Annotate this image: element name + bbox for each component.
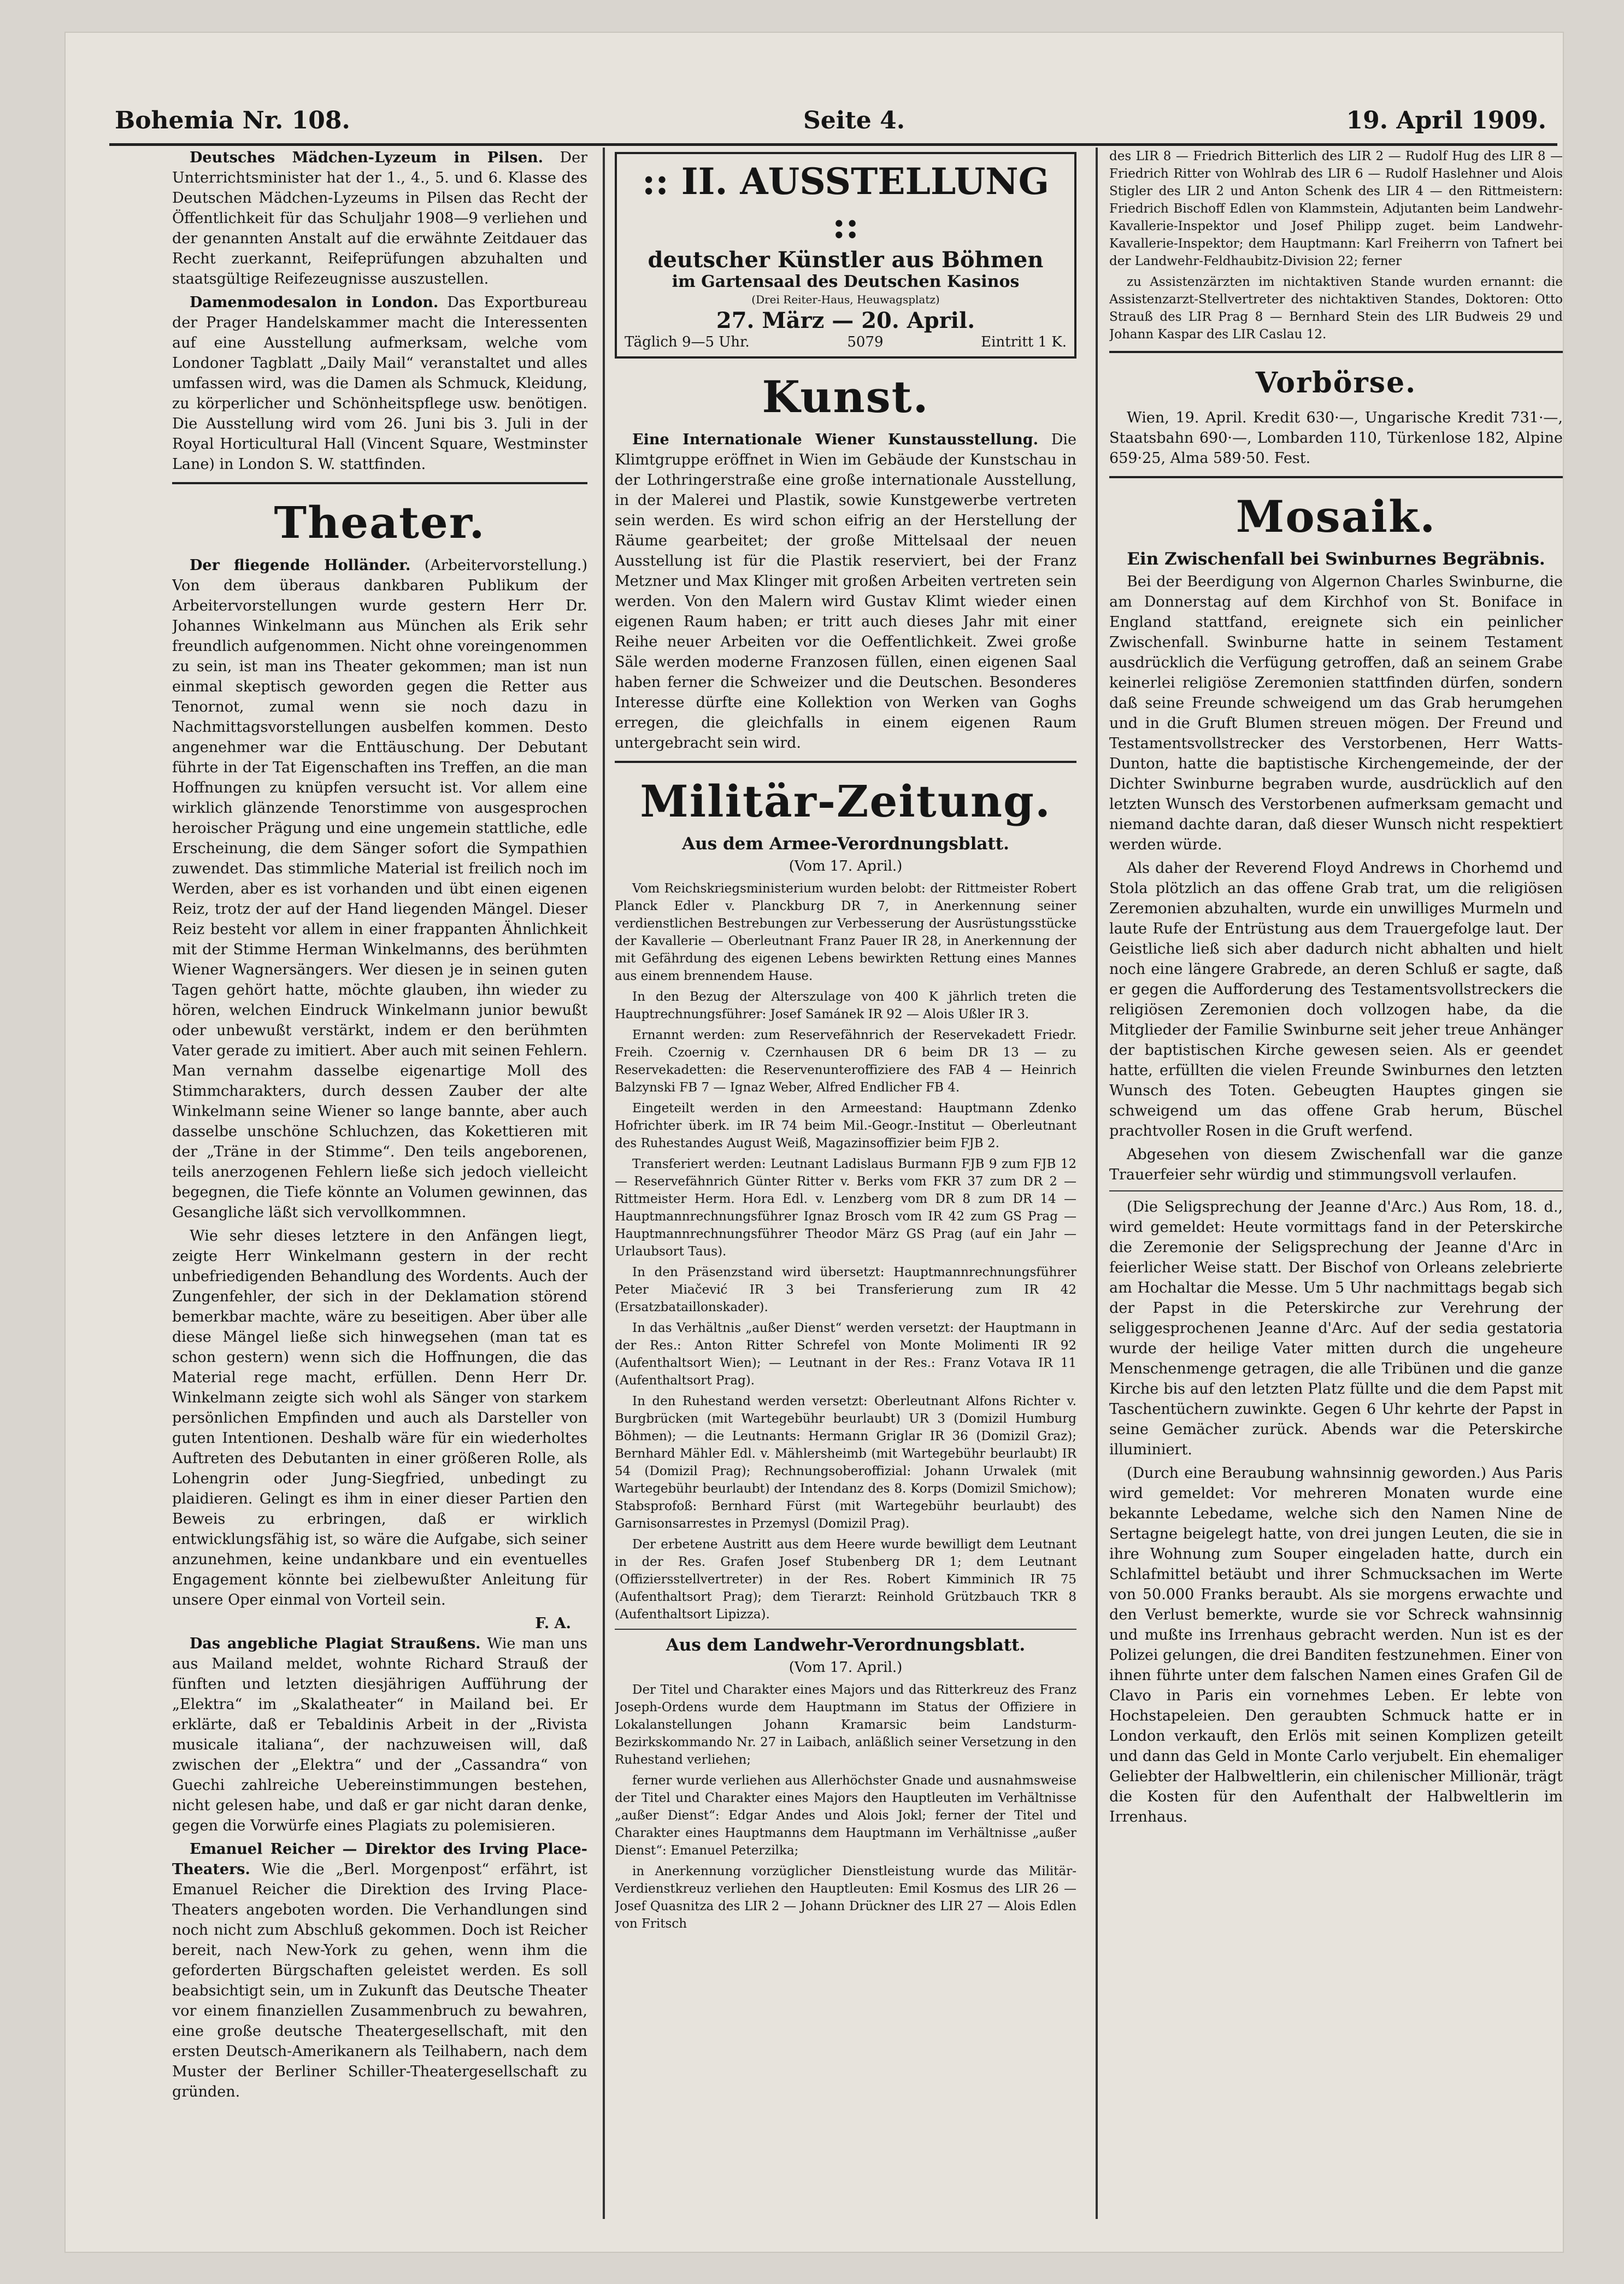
section-rule [172,482,587,484]
ad-subtitle: deutscher Künstler aus Böhmen [648,247,1044,273]
article-text: Wie sehr dieses letztere in den Anfängen liegt, zeigte Herr Winkelmann gestern in der recht unbefriedigenden Behandlung des Wordents. Auch der Zungenfehler, der sich in der Deklamation störend bemerkbar machte, wäre zu beseitigen. Aber über alle diese Mängel ließe sich hinwegsehen (man tat es schon gestern) wenn sich die Hoffnungen, die das Material rege macht, erfüllen. Denn Herr Dr. Winkelmann zeigte sich wohl als Sänger von starkem persönlichen Empfinden und auch als Darsteller von guten Intentionen. Deshalb wäre für ein wiederholtes Auftreten des Debutanten in einer größeren Rolle, als Lohengrin oder Jung-Siegfried, unbedingt zu plaidieren. Gelingt es ihm in einer dieser Partien den Beweis zu erbringen, daß er wirklich entwicklungsfähig ist, so wäre die Aufgabe, sich seiner anzunehmen, keine undankbare und ein eventuelles Engagement könnte bei zielbewußter Anleitung für unsere Oper einmal von Vorteil sein. [172,1228,587,1608]
section-title-vorboerse: Vorbörse. [1255,366,1417,400]
article-heading: Deutsches Mädchen-Lyzeum in Pilsen. [190,149,543,166]
article-text: ferner wurde verliehen aus Allerhöchster Gnade und ausnahmsweise der Titel und Charakter eines Majors den Hauptleuten im Verhältnisse „außer Dienst“: Edgar Andes und Alois Jokl; ferner der Titel und Charakter eines Hauptmanns dem Hauptmann im Verhältnisse „außer Dienst“: Emanuel Peterzilka; [615,1774,1076,1858]
page-header [115,96,1546,145]
article-heading: Der fliegende Holländer. [190,557,411,574]
column-1 [172,148,587,2224]
article-rule [615,1629,1076,1630]
issue-label: Bohemia Nr. 108. [115,107,350,134]
article-text: Der erbetene Austritt aus dem Heere wurde bewilligt dem Leutnant in der Res. Grafen Josef Stubenberg DR 1; dem Leutnant (Offiziersstellvertreter) in der Res. Robert Kimminich IR 75 (Aufenthaltsort Prag); dem Tierarzt: Reinhold Grützbauch TKR 8 (Aufenthaltsort Lipizza). [615,1537,1076,1622]
ad-address: (Drei Reiter-Haus, Heuwagsplatz) [751,293,940,306]
ad-title: :: II. AUSSTELLUNG :: [642,160,1049,246]
article-heading: Emanuel Reicher — Direktor des Irving Place-Theaters. [172,1841,587,1878]
section-rule [1109,351,1563,353]
stock-report: Wien, 19. April. Kredit 630·—, Ungarische Kredit 731·—, Staatsbahn 690·—, Lombarden 110, Türkenlose 182, Alpine 659·25, Alma 589·50. Fest. [1109,409,1563,467]
article-text: Damenmodesalon in London. Das Exportbureau der Prager Handelskammer macht die Interessenten auf eine Ausstellung aufmerksam, welche vom Londoner Tagblatt „Daily Mail“ veranstaltet und alles umfassen wird, was die Damen als Schmuck, Kleidung, zu körperlicher und Schönheitspflege usw. benötigen. Die Ausstellung wird vom 26. Juni bis 3. Juli in der Royal Horticultural Hall (Vincent Square, Westminster Lane) in London S. W. stattfinden. [172,294,587,473]
article-text: zu Assistenzärzten im nichtaktiven Stande wurden ernannt: die Assistenzarzt-Stellvertreter des nichtaktiven Standes, Doktoren: Otto Strauß des LIR Prag 8 — Bernhard Stein des LIR Budweis 29 und Johann Kaspar des LIR Caslau 12. [1109,275,1563,342]
article-heading: Damenmodesalon in London. [190,294,439,311]
section-title-theater: Theater. [274,497,486,548]
article-heading: Aus dem Landwehr-Verordnungsblatt. [666,1635,1026,1655]
ad-hours: Täglich 9—5 Uhr. [625,334,750,350]
article-text: Ernannt werden: zum Reservefähnrich der Reservekadett Friedr. Freih. Czoernig v. Czernhausen DR 6 beim DR 13 — zu Reservekadetten: die Reservenunteroffiziere des FAB 4 — Heinrich Balzynski FB 7 — Ignaz Weber, Alfred Endlicher FB 4. [615,1028,1076,1095]
column-2 [615,148,1076,2224]
article-dateline: (Vom 17. April.) [789,1659,903,1676]
article-heading: Aus dem Armee-Verordnungsblatt. [682,834,1009,854]
article-text: Emanuel Reicher — Direktor des Irving Place-Theaters. Wie die „Berl. Morgenpost“ erfährt, ist Emanuel Reicher die Direktion des Irving Place-Theaters angeboten worden. Die Verhandlungen sind noch nicht zum Abschluß gekommen. Doch ist Reicher bereit, nach New-York zu gehen, wenn ihm die geforderten Bürgschaften geleistet werden. Es soll beabsichtigt sein, um in Zukunft das Deutsche Theater vor einem finanziellen Zusammenbruch zu bewahren, eine große deutsche Theatergesellschaft, mit den ersten Deutsch-Amerikanern als Teilhabern, nach dem Muster der Berliner Schiller-Theatergesellschaft zu gründen. [172,1841,587,2100]
article-signature: F. A. [535,1615,571,1632]
article-text: Eine Internationale Wiener Kunstausstellung. Die Klimtgruppe eröffnet in Wien im Gebäude der Kunstschau in der Lothringerstraße eine große internationale Ausstellung, in der Malerei und Plastik, sowie Kunstgewerbe vertreten sein werden. Es wird schon eifrig an der Herstellung der Räume gearbeitet; der große Mittelsaal der neuen Ausstellung ist für die Plastik reserviert, bei der Franz Metzner und Max Klinger mit großen Arbeiten vertreten sein werden. Von den Malern wird Gustav Klimt wieder einen eigenen Raum haben; er tritt auch dieses Jahr mit einer Reihe neuer Arbeiten vor die Oeffentlichkeit. Zwei große Säle werden moderne Franzosen füllen, einen eigenen Saal haben ferner die Schweizer und die Deutschen. Besonderes Interesse dürfte eine Kollektion von Werken van Goghs erregen, die gleichfalls in einem eigenen Raum untergebracht sein wird. [615,431,1076,751]
ad-venue: im Gartensaal des Deutschen Kasinos [672,272,1020,291]
article-text: (Die Seligsprechung der Jeanne d'Arc.) Aus Rom, 18. d., wird gemeldet: Heute vormittags fand in der Peterskirche die Zeremonie der Seligsprechung der Jeanne d'Arc in feierlicher Weise statt. Der Bischof von Orleans zelebrierte am Hochaltar die Messe. Um 5 Uhr nachmittags begab sich der Papst in die Peterskirche zur Verehrung der seliggesprochenen Jeanne d'Arc. Auf der sedia gestatoria wurde der heilige Vater mitten durch die ungeheure Menschenmenge getragen, die alle Tribünen und die ganze Kirche bis auf den letzten Platz füllte und die dem Papst mit Taschentüchern zuwinkte. Gegen 6 Uhr kehrte der Papst in seine Gemächer zurück. Abends war die Peterskirche illuminiert. [1109,1199,1563,1458]
section-rule [615,761,1076,763]
article-text: Deutsches Mädchen-Lyzeum in Pilsen. Der Unterrichtsminister hat der 1., 4., 5. und 6. Klasse des Deutschen Mädchen-Lyzeums in Pilsen das Recht der Öffentlichkeit für das Schuljahr 1908—9 verliehen und der genannten Anstalt auf die erwähnte Zeitdauer das Recht zuerkannt, Reifeprüfungen abzuhalten und staatsgültige Reifezeugnisse auszustellen. [172,149,587,287]
article-heading: Das angebliche Plagiat Straußens. [190,1635,481,1652]
ad-entry: Eintritt 1 K. [981,334,1067,350]
article-text: Abgesehen von diesem Zwischenfall war die ganze Trauerfeier sehr würdig und stimmungsvoll verlaufen. [1109,1146,1563,1183]
article-text: In den Präsenzstand wird übersetzt: Hauptmannrechnungsführer Peter Miačević IR 3 bei Transferierung zum IR 42 (Ersatzbataillonskader). [615,1265,1076,1314]
article-heading: Eine Internationale Wiener Kunstausstellung. [632,431,1039,448]
article-text: In den Ruhestand werden versetzt: Oberleutnant Alfons Richter v. Burgbrücken (mit Wartegebühr beurlaubt) UR 3 (Domizil Humburg Böhmen); — die Leutnants: Hermann Griglar IR 36 (Domizil Graz); Bernhard Mähler Edl. v. Mählersheimb (mit Wartegebühr beurlaubt) IR 54 (Domizil Prag); Rechnungsoberoffizial: Johann Urwalek (mit Wartegebühr beurlaubt) der Intendanz des 8. Korps (Domizil Smichow); Stabsprofoß: Bernhard Fürst (mit Wartegebühr beurlaubt) des Garnisonsarrestes in Przemysl (Domizil Prag). [615,1394,1076,1531]
article-text: (Durch eine Beraubung wahnsinnig geworden.) Aus Paris wird gemeldet: Vor mehreren Monaten wurde eine bekannte Lebedame, welche sich den Namen Nine de Sertagne beigelegt hatte, von drei jungen Leuten, die sie in ihre Wohnung zum Souper eingeladen hatte, durch ein Schlafmittel betäubt und ihrer Schmucksachen im Werte von 50.000 Franks beraubt. Als sie morgens erwachte und den Verlust bemerkte, wurde sie vor Schreck wahnsinnig und mußte ins Irrenhaus gebracht werden. Nun ist es der Polizei gelungen, die drei Banditen festzunehmen. Einer von ihnen führte unter dem falschen Namen eines Grafen Gil de Clavo in Paris ein vornehmes Leben. Er lebte von Hochstapeleien. Den geraubten Schmuck hatte er in London verkauft, den Erlös mit seinen Komplizen geteilt und dann das Geld in Monte Carlo verjubelt. Ein ehemaliger Geliebter der Halbweltlerin, ein chilenischer Millionär, trägt die Kosten für den Aufenthalt der Halbweltlerin im Irrenhaus. [1109,1465,1563,1825]
article-text: in Anerkennung vorzüglicher Dienstleistung wurde das Militär-Verdienstkreuz verliehen den Hauptleuten: Emil Kosmus des LIR 26 — Josef Quasnitza des LIR 2 — Johann Drückner des LIR 27 — Alois Edlen von Fritsch [615,1864,1076,1931]
issue-date: 19. April 1909. [1346,107,1546,134]
section-rule [1109,476,1563,478]
article-text: In den Bezug der Alterszulage von 400 K jährlich treten die Hauptrechnungsführer: Josef Samánek IR 92 — Alois Ußler IR 3. [615,990,1076,1021]
article-text: des LIR 8 — Friedrich Bitterlich des LIR 2 — Rudolf Hug des LIR 8 — Friedrich Ritter von Wohlrab des LIR 6 — Rudolf Haslehner und Alois Stigler des LIR 2 und Anton Schenk des LIR 4 — den Rittmeistern: Friedrich Bischoff Edlen von Klammstein, Adjutanten beim Landwehr-Kavallerie-Inspektor und Josef Philipp zuget. beim Landwehr-Kavallerie-Inspektor; dem Hauptmann: Karl Freiherrn von Tafnert bei der Landwehr-Feldhaubitz-Division 22; ferner [1109,149,1563,268]
article-text: In das Verhältnis „außer Dienst“ werden versetzt: der Hauptmann in der Res.: Anton Ritter Schrefel von Monte Molimenti IR 92 (Aufenthaltsort Wien); — Leutnant in der Res.: Franz Votava IR 11 (Aufenthaltsort Prag). [615,1321,1076,1388]
column-3 [1109,148,1563,2224]
article-rule [1109,1190,1563,1191]
column-divider-1 [603,148,605,2219]
article-dateline: (Vom 17. April.) [789,858,903,874]
section-title-kunst: Kunst. [762,371,929,422]
article-text: Bei der Beerdigung von Algernon Charles Swinburne, die am Donnerstag auf dem Kirchhof von St. Boniface in England stattfand, ereignete sich ein peinlicher Zwischenfall. Swinburne hatte in seinem Testament ausdrücklich die Verfügung getroffen, daß an seinem Grabe keinerlei religiöse Zeremonien stattfinden dürfen, sondern daß seine Freunde schweigend um das Grab herumgehen und in die Gruft Blumen streuen mögen. Der Freund und Testamentsvollstrecker des Verstorbenen, Herr Watts-Dunton, hatte die baptistische Kirchengemeinde, der der Dichter Swinburne begraben wurde, ausdrücklich auf den letzten Wunsch des Verstorbenen aufmerksam gemacht und niemand dachte daran, daß dieser Wunsch nicht respektiert werden würde. [1109,573,1563,853]
article-heading: Ein Zwischenfall bei Swinburnes Begräbnis. [1127,549,1545,569]
section-title-militaer: Militär-Zeitung. [640,776,1051,827]
article-text: Das angebliche Plagiat Straußens. Wie man uns aus Mailand meldet, wohnte Richard Strauß der fünften und letzten diesjährigen Aufführung der „Elektra“ im „Skalatheater“ in Mailand bei. Er erklärte, daß er Tebaldinis Arbeit in der „Rivista musicale italiana“, der nachzuweisen will, daß zwischen der „Elektra“ und der „Cassandra“ von Guechi zahlreiche Uebereinstimmungen bestehen, nicht gelesen habe, und daß er gar nicht daran denke, gegen die Vorwürfe eines Plagiats zu polemisieren. [172,1635,587,1834]
article-text: Der fliegende Holländer. (Arbeitervorstellung.) Von dem überaus dankbaren Publikum der Arbeitervorstellungen wurde gestern Herr Dr. Johannes Winkelmann aus München als Erik sehr freundlich aufgenommen. Nicht ohne voreingenommen zu sein, ist man ins Theater gekommen; man ist nun einmal skeptisch geworden gegen die Retter aus Tenornot, zumal wenn sie noch dazu in Nachmittagsvorstellungen ausbelfen kommen. Desto angenehmer war die Enttäuschung. Der Debutant führte in der Tat Eigenschaften ins Treffen, an die man Hoffnungen zu knüpfen versucht ist. Vor allem eine wirklich glänzende Tenorstimme von ausgesprochen heroischer Prägung und eine ungemein stattliche, edle Erscheinung, die dem Sänger sofort die Sympathien zuwendet. Das stimmliche Material ist freilich noch im Werden, aber es ist vorhanden und übt einen eigenen Reiz, trotz der auf der Hand liegenden Mängel. Dieser Reiz besteht vor allem in einer frappanten Ähnlichkeit mit der Stimme Herman Winkelmanns, des berühmten Wiener Wagnersängers. Wer diesen je in seinen guten Tagen gehört hatte, möchte glauben, ihn wieder zu hören, welchen Eindruck Winkelmann junior bewußt oder unbewußt verstärkt, indem er den berühmten Vater gerade zu imitiert. Aber auch mit seinen Fehlern. Man vernahm dasselbe eigenartige Moll des Stimmcharakters, durch dessen Zauber der alte Winkelmann seine Wiener so lange bannte, aber auch dasselbe unschöne Schluchzen, das Kokettieren mit der „Träne in der Stimme“. Den teils angeborenen, teils anerzogenen Fehlern ließe sich jedoch vielleicht begegnen, die Tiefe könnte an Volumen gewinnen, das Gesangliche läßt sich vervollkommnen. [172,557,587,1221]
exhibition-advertisement [615,152,1076,359]
article-text: Transferiert werden: Leutnant Ladislaus Burmann FJB 9 zum FJB 12 — Reservefähnrich Günter Ritter v. Berks vom FKR 37 zum DR 2 — Rittmeister Herm. Hora Edl. v. Lenzberg vom DR 8 zum DR 14 — Hauptmannrechnungsführer Ignaz Brosch vom IR 42 zum GS Prag — Hauptmannrechnungsführer Theodor März GS Prag (auf ein Jahr — Urlaubsort Taus). [615,1157,1076,1259]
section-title-mosaik: Mosaik. [1235,491,1437,542]
article-text: Der Titel und Charakter eines Majors und das Ritterkreuz des Franz Joseph-Ordens wurde dem Hauptmann im Status der Offiziere in Lokalanstellungen Johann Kramarsic beim Landsturm-Bezirkskommando Nr. 27 in Laibach, anläßlich seiner Versetzung in den Ruhestand verliehen; [615,1683,1076,1767]
article-text: Als daher der Reverend Floyd Andrews in Chorhemd und Stola plötzlich an das offene Grab trat, um die religiösen Zeremonien abzuhalten, wurde ein unwilliges Murmeln und laute Rufe der Entrüstung aus dem Trauergefolge laut. Der Geistliche ließ sich aber dadurch nicht abhalten und hielt noch eine längere Grabrede, an deren Schluß er sagte, daß er gegen die Aufforderung des Testamentsvollstreckers die religiösen Zeremonien doch vollzogen habe, da die Mitglieder der Familie Swinburne seit jeher treue Anhänger der baptistischen Kirche gewesen seien. Als er geendet hatte, erfüllten die vielen Freunde Swinburnes den letzten Wunsch des Toten. Gebeugten Hauptes gingen sie schweigend um das offene Grab herum, Büschel prachtvoller Rosen in die Gruft werfend. [1109,860,1563,1140]
page-number: Seite 4. [803,107,905,134]
ad-dates: 27. März — 20. April. [716,308,975,333]
article-text: Vom Reichskriegsministerium wurden belobt: der Rittmeister Robert Planck Edler v. Planckburg DR 7, in Anerkennung seiner verdienstlichen Bestrebungen zur Verbesserung der Ausrüstungsstücke der Kavallerie — Oberleutnant Franz Pauer IR 28, in Anerkennung der mit Gefährdung des eigenen Lebens bewirkten Rettung eines Mannes aus einem brennendem Hause. [615,882,1076,983]
article-text: Eingeteilt werden in den Armeestand: Hauptmann Zdenko Hofrichter überk. im IR 74 beim Mil.-Geogr.-Institut — Oberleutnant des Ruhestandes August Weiß, Magazinsoffizier beim FJB 2. [615,1101,1076,1150]
header-rule [109,143,1557,146]
ad-number: 5079 [847,334,884,350]
column-divider-2 [1096,148,1098,2219]
